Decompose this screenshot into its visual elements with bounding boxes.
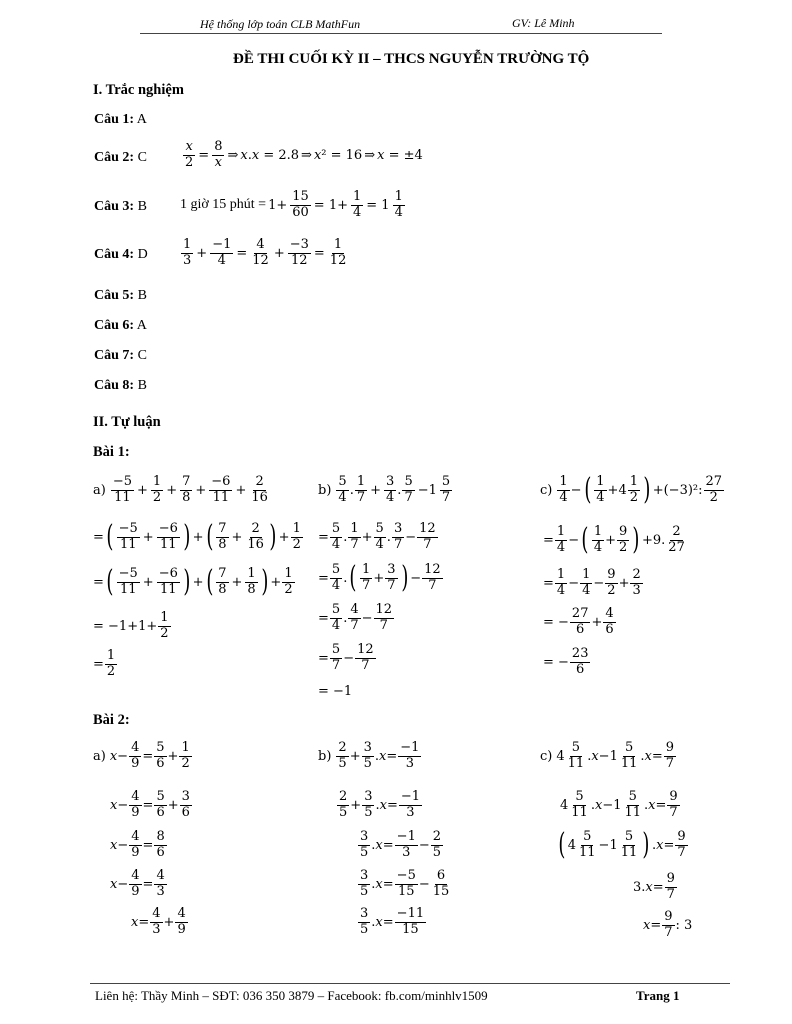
header-rule — [140, 33, 662, 34]
bai1-c-line4: = − 27 6 + 4 6 — [543, 606, 614, 637]
question-2: Câu 2: C — [94, 150, 147, 165]
question-5: Câu 5: B — [94, 288, 147, 303]
question-6: Câu 6: A — [94, 318, 147, 333]
bai1-b-line6: = −1 — [318, 684, 353, 699]
bai1-a-line1: a) −5 11 + $\frac{1}{2}$ + $\frac{7}{8}$ + $\frac{-6}{11}$ + $\frac{2}{16}$ — [93, 474, 268, 505]
part1-heading: I. Trắc nghiệm — [93, 82, 184, 98]
page-title: ĐỀ THI CUỐI KỲ II – THCS NGUYỄN TRƯỜNG TỘ — [233, 51, 590, 67]
q4-formula: 1 3 + $\frac{-1}{4}$ = $\frac{4}{12}$ + $\frac{-3}{12}$ = $\frac{1}{12}$ — [183, 237, 347, 268]
q3-formula: 1 giờ 15 phút = 1+ $\frac{15}{60}$ = 1+ $\frac{1}{4}$ = 1 1 4 — [180, 189, 403, 220]
bai1-a-line5: = 1 2 — [93, 648, 116, 679]
bai1-a-line2: = ( −5 11 + $\frac{-6}{11}$ ) + ( 7 8 + $\frac{2}{16}$ ) + 1 2 — [93, 519, 301, 555]
header-left: Hệ thống lớp toán CLB MathFun — [200, 17, 361, 31]
bai1-c-line2: = 1 4 − ( 1 4 + 9 2 ) +9. 2 27 — [543, 522, 685, 558]
bai1-b-line3: = 5 4 . ( 1 7 + 3 7 ) − 12 7 — [318, 560, 441, 596]
bai2-b-line1: b) 2 5 + 3 5 . x = −1 3 — [318, 740, 420, 771]
question-7: Câu 7: C — [94, 348, 147, 363]
question-1: Câu 1: A — [94, 112, 147, 127]
bai1-c-line1: c) 1 4 − ( 1 4 +4 1 2 ) +(−3)²: 27 2 — [540, 472, 723, 508]
bai2-a-line4: x − 4 9 = 4 3 — [110, 868, 165, 899]
part2-heading: II. Tự luận — [93, 414, 161, 430]
bai2-a-line2: x − 4 9 = 5 6 + 3 6 — [110, 789, 190, 820]
bai1-b-line5: = 5 7 − 12 7 — [318, 642, 374, 673]
bai2-a-line5: x = 4 3 + 4 9 — [131, 906, 186, 937]
bai1-c-line5: = − 23 6 — [543, 646, 589, 677]
bai1-a-line3: = ( −5 11 + $\frac{-6}{11}$ ) + ( 7 8 + $\frac{1}{8}$ ) + 1 2 — [93, 564, 293, 600]
bai2-c-line2: 4 5 11 . x −1 5 11 . x = 9 7 — [560, 789, 678, 820]
bai2-heading: Bài 2: — [93, 712, 130, 728]
question-3: Câu 3: B — [94, 199, 147, 214]
bai2-b-line2: 2 5 + 3 5 . x = −1 3 — [339, 789, 421, 820]
bai1-heading: Bài 1: — [93, 444, 130, 460]
bai2-b-line5: 3 5 . x = −11 15 — [360, 906, 425, 937]
bai2-a-line3: x − 4 9 = 8 6 — [110, 829, 165, 860]
bai1-b-line1: b) 5 4 . 1 7 + $\frac{3}{4}$ . 5 7 −1 5 7 — [318, 474, 451, 505]
bai2-b-line4: 3 5 . x = −5 15 − 6 15 — [360, 868, 450, 899]
footer-rule — [90, 983, 730, 984]
bai2-c-line5: x = 9 7 : 3 — [643, 909, 693, 940]
bai2-c-line3: ( 4 5 11 −1 5 11 ) . x = 9 7 — [558, 827, 686, 863]
bai2-a-line1: a) x − 4 9 = 5 6 + 1 2 — [93, 740, 190, 771]
q2-formula: $\frac{x}{2}$ = $\frac{8}{x}$ ⇒ x.x = 2.8 ⇒ x² = 16 ⇒ x = ±4 — [185, 139, 423, 170]
bai1-c-line3: = 1 4 − 1 4 − 9 2 + 2 3 — [543, 567, 641, 598]
question-4: Câu 4: D — [94, 247, 148, 262]
bai1-a-line4: = −1+1+ 1 2 — [93, 610, 169, 641]
bai2-c-line4: 3. x = 9 7 — [633, 871, 675, 902]
footer-contact: Liên hệ: Thầy Minh – SĐT: 036 350 3879 – Facebook: fb.com/minhlv1509 — [95, 988, 488, 1003]
bai2-b-line3: 3 5 . x = −1 3 − 2 5 — [360, 829, 442, 860]
bai1-b-line4: = 5 4 . 4 7 − 12 7 — [318, 602, 393, 633]
bai2-c-line1: c) 4 5 11 . x −1 5 11 . x = 9 7 — [540, 740, 675, 771]
page-number: Trang 1 — [636, 988, 680, 1003]
bai1-b-line2: = 5 4 . 1 7 + 5 4 . 3 7 − 12 7 — [318, 521, 436, 552]
header-right: GV: Lê Minh — [512, 16, 575, 30]
question-8: Câu 8: B — [94, 378, 147, 393]
